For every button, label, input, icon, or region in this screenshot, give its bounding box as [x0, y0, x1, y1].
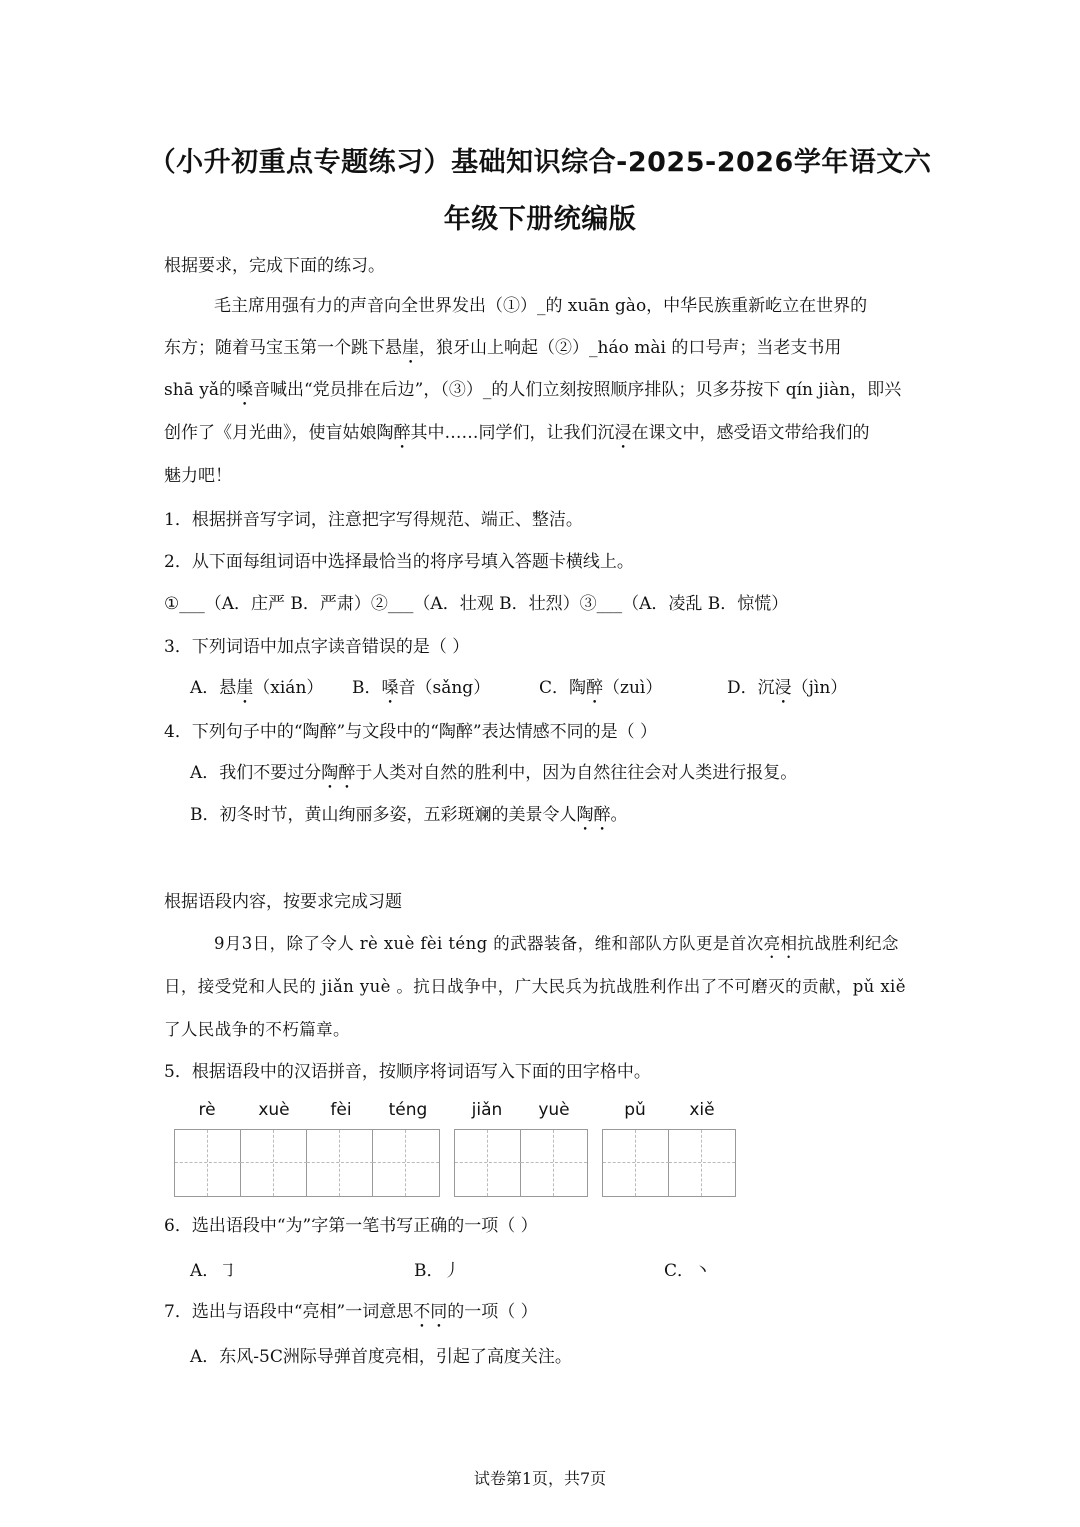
question-4: 4．下列句子中的“陶醉”与文段中的“陶醉”表达情感不同的是（ ） — [164, 722, 657, 742]
question-3-options — [190, 676, 847, 708]
pinyin-label: yuè — [538, 1100, 570, 1120]
page-footer: 试卷第1页，共7页 — [473, 1469, 607, 1488]
pinyin-label: téng — [388, 1100, 428, 1120]
dotted-char: 浸 — [614, 423, 632, 443]
q3-option-b: B．嗓音（sǎng） — [352, 678, 491, 698]
passage1-line1: 毛主席用强有力的声音向全世界发出（①）_的 xuān gào，中华民族重新屹立在世界的 — [214, 296, 868, 316]
document-title-line2: 年级下册统编版 — [443, 204, 637, 235]
q3-option-d: D．沉浸（jìn） — [727, 678, 848, 698]
passage2-line2: 日，接受党和人民的 jiǎn yuè 。抗日战争中，广大民兵为抗战胜利作出了不可磨灭的贡献，pǔ xiě — [164, 977, 906, 996]
dotted-char: 醉 — [393, 423, 411, 443]
pinyin-label: rè — [198, 1100, 216, 1120]
question-2-options: ①___（A．庄严 B．严肃）②___（A．壮观 B．壮烈）③___（A．凌乱 B．惊慌） — [164, 594, 789, 614]
passage2-line3: 了人民战争的不朽篇章。 — [164, 1020, 350, 1039]
q3-option-a: A．悬崖（xián） — [190, 678, 324, 698]
grid-group-3 — [602, 1129, 736, 1197]
question-1: 1．根据拼音写字词，注意把字写得规范、端正、整洁。 — [164, 510, 583, 530]
q7-option-a: A．东风-5C洲际导弹首度亮相，引起了高度关注。 — [190, 1347, 572, 1367]
q4-option-a: A．我们不要过分陶醉于人类对自然的胜利中，因为自然往往会对人类进行报复。 — [190, 763, 798, 783]
q4-option-b: B．初冬时节，黄山绚丽多姿，五彩斑斓的美景令人陶醉。 — [190, 805, 628, 825]
grid-cell[interactable] — [241, 1130, 307, 1196]
document-title-line1: （小升初重点专题练习）基础知识综合-2025-2026学年语文六 — [148, 147, 932, 178]
grid-cell[interactable] — [373, 1130, 439, 1196]
section1-instruction: 根据要求，完成下面的练习。 — [164, 256, 385, 276]
tianzige-grid — [174, 1100, 744, 1200]
question-3: 3．下列词语中加点字读音错误的是（ ） — [164, 637, 470, 657]
question-7: 7．选出与语段中“亮相”一词意思不同的一项（ ） — [164, 1302, 538, 1322]
grid-group-2 — [454, 1129, 588, 1197]
dotted-word: 亮相 — [763, 934, 798, 953]
dotted-char: 崖 — [402, 338, 419, 358]
dotted-word: 不同 — [413, 1302, 448, 1322]
grid-cell[interactable] — [603, 1130, 669, 1196]
q6-option-b: B．丿 — [414, 1261, 461, 1281]
grid-cell[interactable] — [175, 1130, 241, 1196]
dotted-char: 嗓 — [235, 380, 253, 400]
passage1-line5: 魅力吧！ — [164, 466, 232, 486]
passage1-line4: 创作了《月光曲》，使盲姑娘陶醉其中……同学们，让我们沉浸在课文中，感受语文带给我们的 — [164, 423, 870, 443]
pinyin-label: jiǎn — [471, 1100, 503, 1120]
question-2: 2．从下面每组词语中选择最恰当的将序号填入答题卡横线上。 — [164, 552, 634, 572]
question-6: 6．选出语段中“为”字第一笔书写正确的一项（ ） — [164, 1216, 538, 1236]
passage2-line1: 9月3日，除了令人 rè xuè fèi téng 的武器装备，维和部队方队更是首次亮相抗战胜利纪念 — [214, 934, 899, 953]
passage1-line2: 东方；随着马宝玉第一个跳下悬崖，狼牙山上响起（②）_háo mài 的口号声；当老支书用 — [164, 338, 842, 358]
grid-cell[interactable] — [521, 1130, 587, 1196]
q6-option-a: A．㇆ — [190, 1261, 237, 1281]
q3-option-c: C．陶醉（zuì） — [539, 678, 663, 698]
passage1-line3: shā yǎ的嗓音喊出“党员排在后边”，（③）_的人们立刻按照顺序排队；贝多芬按下 qín jiàn，即兴 — [164, 380, 902, 400]
q6-option-c: C．丶 — [664, 1261, 712, 1281]
question-5: 5．根据语段中的汉语拼音，按顺序将词语写入下面的田字格中。 — [164, 1062, 651, 1082]
pinyin-label: xuè — [258, 1100, 290, 1120]
grid-cell[interactable] — [307, 1130, 373, 1196]
section2-instruction: 根据语段内容，按要求完成习题 — [164, 892, 402, 912]
pinyin-label: fèi — [330, 1100, 352, 1120]
grid-group-1 — [174, 1129, 440, 1197]
pinyin-label: pǔ — [624, 1100, 646, 1120]
grid-cell[interactable] — [669, 1130, 735, 1196]
pinyin-label: xiě — [689, 1100, 715, 1120]
grid-cell[interactable] — [455, 1130, 521, 1196]
